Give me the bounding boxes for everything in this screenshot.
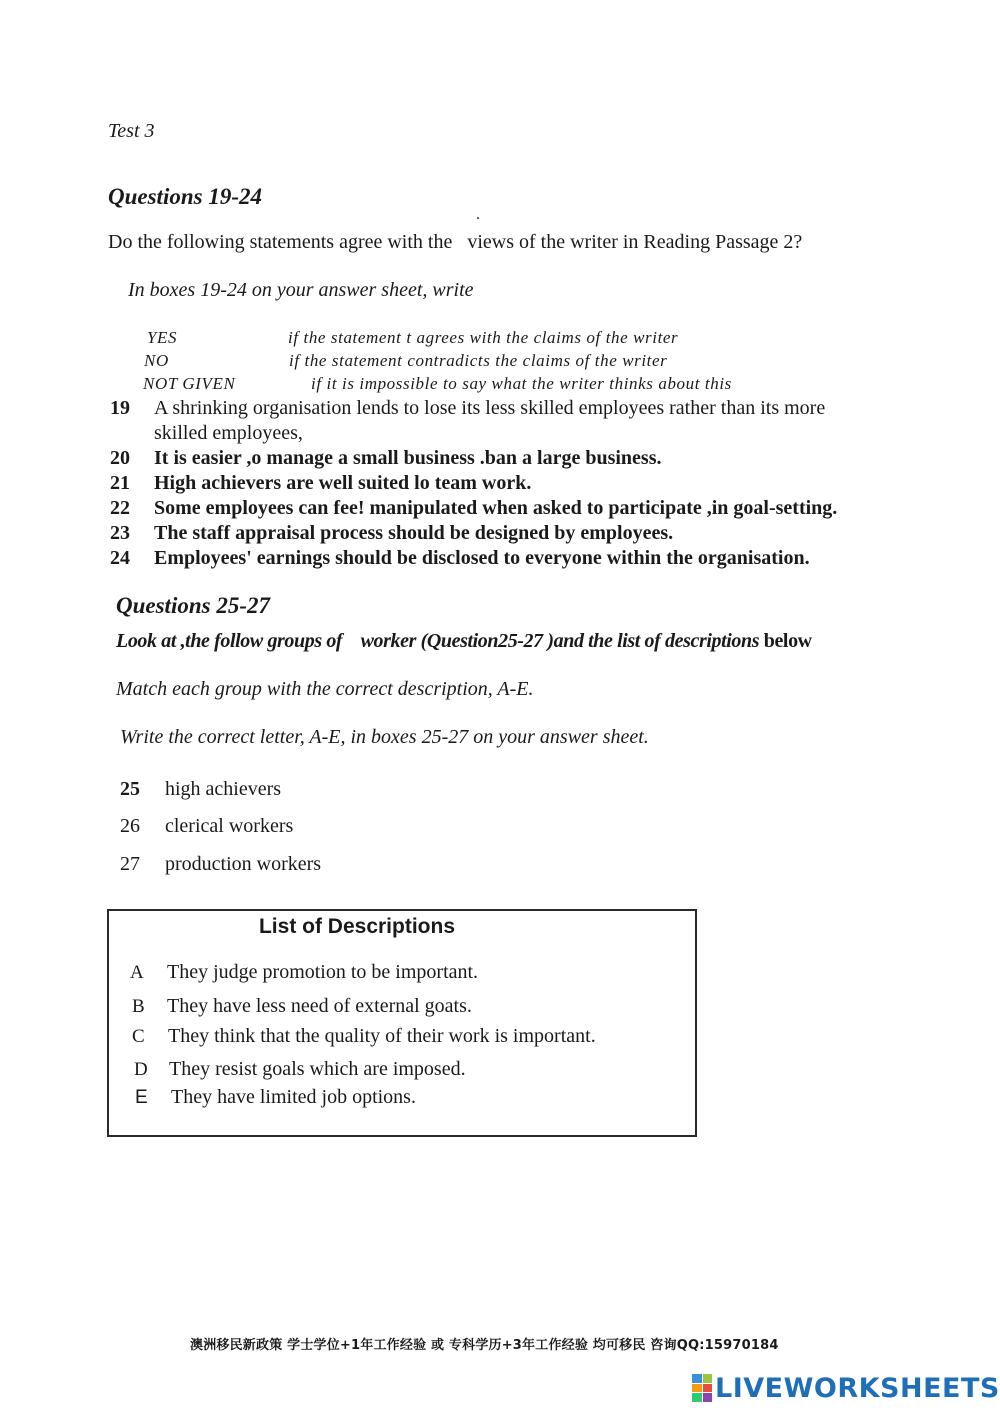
- section-heading-19-24: Questions 19-24: [108, 184, 262, 209]
- stray-dot: .: [476, 206, 480, 223]
- look-at-tail: below: [759, 630, 812, 652]
- match-instruction: Match each group with the correct description, A-E.: [116, 678, 534, 700]
- description-c: They think that the quality of their work is important.: [168, 1025, 596, 1047]
- key-meaning-no: if the statement contradicts the claims of the writer: [289, 351, 668, 370]
- question-number: 19: [110, 397, 130, 419]
- liveworksheets-logo-icon: [692, 1374, 712, 1402]
- question-number: 20: [110, 447, 130, 469]
- description-letter: A: [130, 962, 144, 983]
- description-d: They resist goals which are imposed.: [169, 1058, 466, 1080]
- group-clerical-workers: clerical workers: [165, 815, 294, 837]
- brand-name: LIVEWORKSHEETS: [715, 1372, 1000, 1404]
- question-number: 24: [110, 547, 130, 569]
- question-number: 23: [110, 522, 130, 544]
- description-letter: C: [132, 1026, 145, 1047]
- descriptions-box: [107, 909, 697, 1137]
- question-19-line2: skilled employees,: [154, 422, 303, 444]
- key-term-not-given: NOT GIVEN: [143, 374, 236, 393]
- test-label: Test 3: [108, 120, 155, 142]
- description-letter: B: [132, 996, 145, 1017]
- instruction-text: Do the following statements agree with the views of the writer in Reading Passage 2?: [108, 231, 803, 253]
- liveworksheets-brand[interactable]: [692, 1372, 1000, 1404]
- question-22-text: Some employees can fee! manipulated when asked to participate ,in goal-setting.: [154, 497, 838, 519]
- look-at-text: Look at ,the follow groups of worker (Question25-27 )and the list of descriptions: [116, 630, 760, 652]
- group-high-achievers: high achievers: [165, 778, 282, 800]
- key-meaning-yes: if the statement t agrees with the claims of the writer: [288, 328, 679, 347]
- descriptions-title: List of Descriptions: [258, 915, 456, 938]
- boxes-instruction: In boxes 19-24 on your answer sheet, write: [128, 279, 474, 301]
- group-number: 27: [120, 853, 140, 875]
- question-24-text: Employees' earnings should be disclosed to everyone within the organisation.: [154, 547, 810, 569]
- description-b: They have less need of external goats.: [167, 995, 472, 1017]
- group-number: 25: [120, 778, 140, 800]
- question-23-text: The staff appraisal process should be designed by employees.: [154, 522, 674, 544]
- group-production-workers: production workers: [165, 853, 322, 875]
- key-term-yes: YES: [147, 328, 178, 347]
- group-number: 26: [120, 815, 140, 837]
- question-number: 21: [110, 472, 130, 494]
- description-a: They judge promotion to be important.: [167, 961, 479, 983]
- footer-ad-note: 澳洲移民新政策 学士学位+1年工作经验 或 专科学历+3年工作经验 均可移民 咨询QQ:15970184: [190, 1338, 779, 1353]
- question-20-text: It is easier ,o manage a small business .ban a large business.: [154, 447, 662, 469]
- question-19-line1: A shrinking organisation lends to lose its less skilled employees rather than its more: [154, 397, 826, 419]
- question-21-text: High achievers are well suited lo team work.: [154, 472, 532, 494]
- key-term-no: NO: [144, 351, 169, 370]
- section-heading-25-27: Questions 25-27: [116, 593, 270, 618]
- description-letter: E: [135, 1087, 148, 1108]
- write-instruction: Write the correct letter, A-E, in boxes 25-27 on your answer sheet.: [120, 726, 649, 748]
- description-letter: D: [134, 1059, 148, 1080]
- look-at-instruction: [116, 630, 812, 653]
- question-number: 22: [110, 497, 130, 519]
- key-meaning-not-given: if it is impossible to say what the writer thinks about this: [311, 374, 732, 393]
- description-e: They have limited job options.: [171, 1086, 416, 1108]
